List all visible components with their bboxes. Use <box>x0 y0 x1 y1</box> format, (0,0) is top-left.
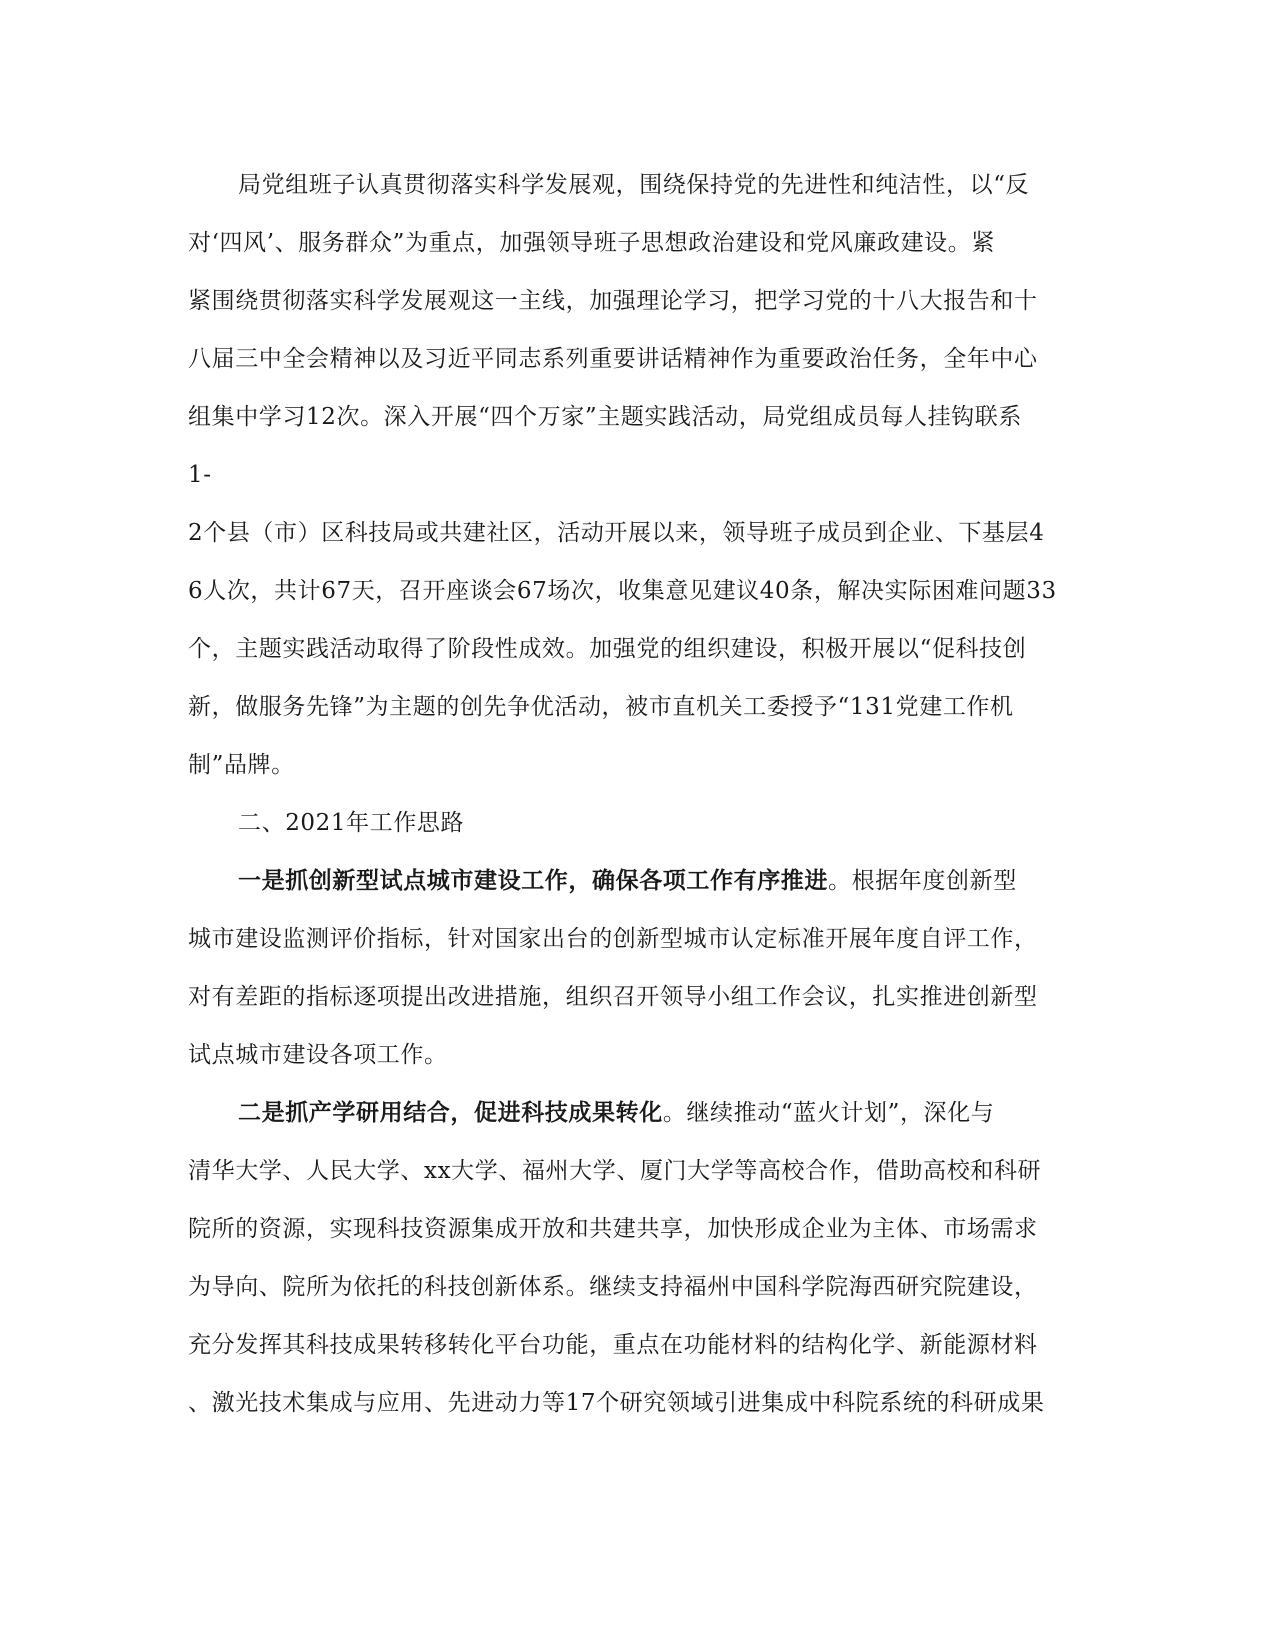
bold-lead: 一是抓创新型试点城市建设工作，确保各项工作有序推进 <box>238 867 828 894</box>
paragraph-line: 个，主题实践活动取得了阶段性成效。加强党的组织建设，积极开展以“促科技创 <box>188 636 1027 662</box>
paragraph-line <box>238 1098 1138 1128</box>
paragraph-line: 新，做服务先锋”为主题的创先争优活动，被市直机关工委授予“131党建工作机 <box>188 694 1014 720</box>
bold-lead-tail: 。 <box>828 868 852 894</box>
paragraph-line: 1- <box>188 462 212 488</box>
paragraph-line: 6人次，共计67天，召开座谈会67场次，收集意见建议40条，解决实际困难问题33 <box>188 578 1057 604</box>
paragraph-line: 2个县（市）区科技局或共建社区，活动开展以来，领导班子成员到企业、下基层4 <box>188 520 1045 546</box>
bold-lead: 二是抓产学研用结合，促进科技成果转化 <box>238 1099 663 1126</box>
paragraph-line: 、激光技术集成与应用、先进动力等17个研究领域引进集成中科院系统的科研成果 <box>188 1390 1045 1416</box>
paragraph-text: 继续推动“蓝火计划”，深化与 <box>686 1100 995 1126</box>
bold-lead-tail: 。 <box>662 1100 687 1126</box>
paragraph-text: 根据年度创新型 <box>851 868 1017 894</box>
paragraph-line: 充分发挥其科技成果转移转化平台功能，重点在功能材料的结构化学、新能源材料 <box>188 1332 1038 1358</box>
paragraph-line: 制”品牌。 <box>188 752 295 778</box>
paragraph-line: 院所的资源，实现科技资源集成开放和共建共享，加快形成企业为主体、市场需求 <box>188 1216 1038 1242</box>
paragraph-line: 组集中学习12次。深入开展“四个万家”主题实践活动，局党组成员每人挂钩联系 <box>188 404 1022 430</box>
paragraph-line: 局党组班子认真贯彻落实科学发展观，围绕保持党的先进性和纯洁性，以“反 <box>238 172 1030 198</box>
paragraph-line: 清华大学、人民大学、xx大学、福州大学、厦门大学等高校合作，借助高校和科研 <box>188 1158 1042 1184</box>
paragraph-line: 对‘四风’、服务群众”为重点，加强领导班子思想政治建设和党风廉政建设。紧 <box>188 230 995 256</box>
paragraph-line: 对有差距的指标逐项提出改进措施，组织召开领导小组工作会议，扎实推进创新型 <box>188 984 1038 1010</box>
paragraph-line: 城市建设监测评价指标，针对国家出台的创新型城市认定标准开展年度自评工作， <box>188 926 1038 952</box>
paragraph-line <box>238 866 1138 896</box>
paragraph-line: 八届三中全会精神以及习近平同志系列重要讲话精神作为重要政治任务，全年中心 <box>188 346 1038 372</box>
paragraph-line: 为导向、院所为依托的科技创新体系。继续支持福州中国科学院海西研究院建设， <box>188 1274 1038 1300</box>
section-heading: 二、2021年工作思路 <box>238 810 465 836</box>
paragraph-line: 紧围绕贯彻落实科学发展观这一主线，加强理论学习，把学习党的十八大报告和十 <box>188 288 1038 314</box>
paragraph-line: 试点城市建设各项工作。 <box>188 1042 448 1068</box>
